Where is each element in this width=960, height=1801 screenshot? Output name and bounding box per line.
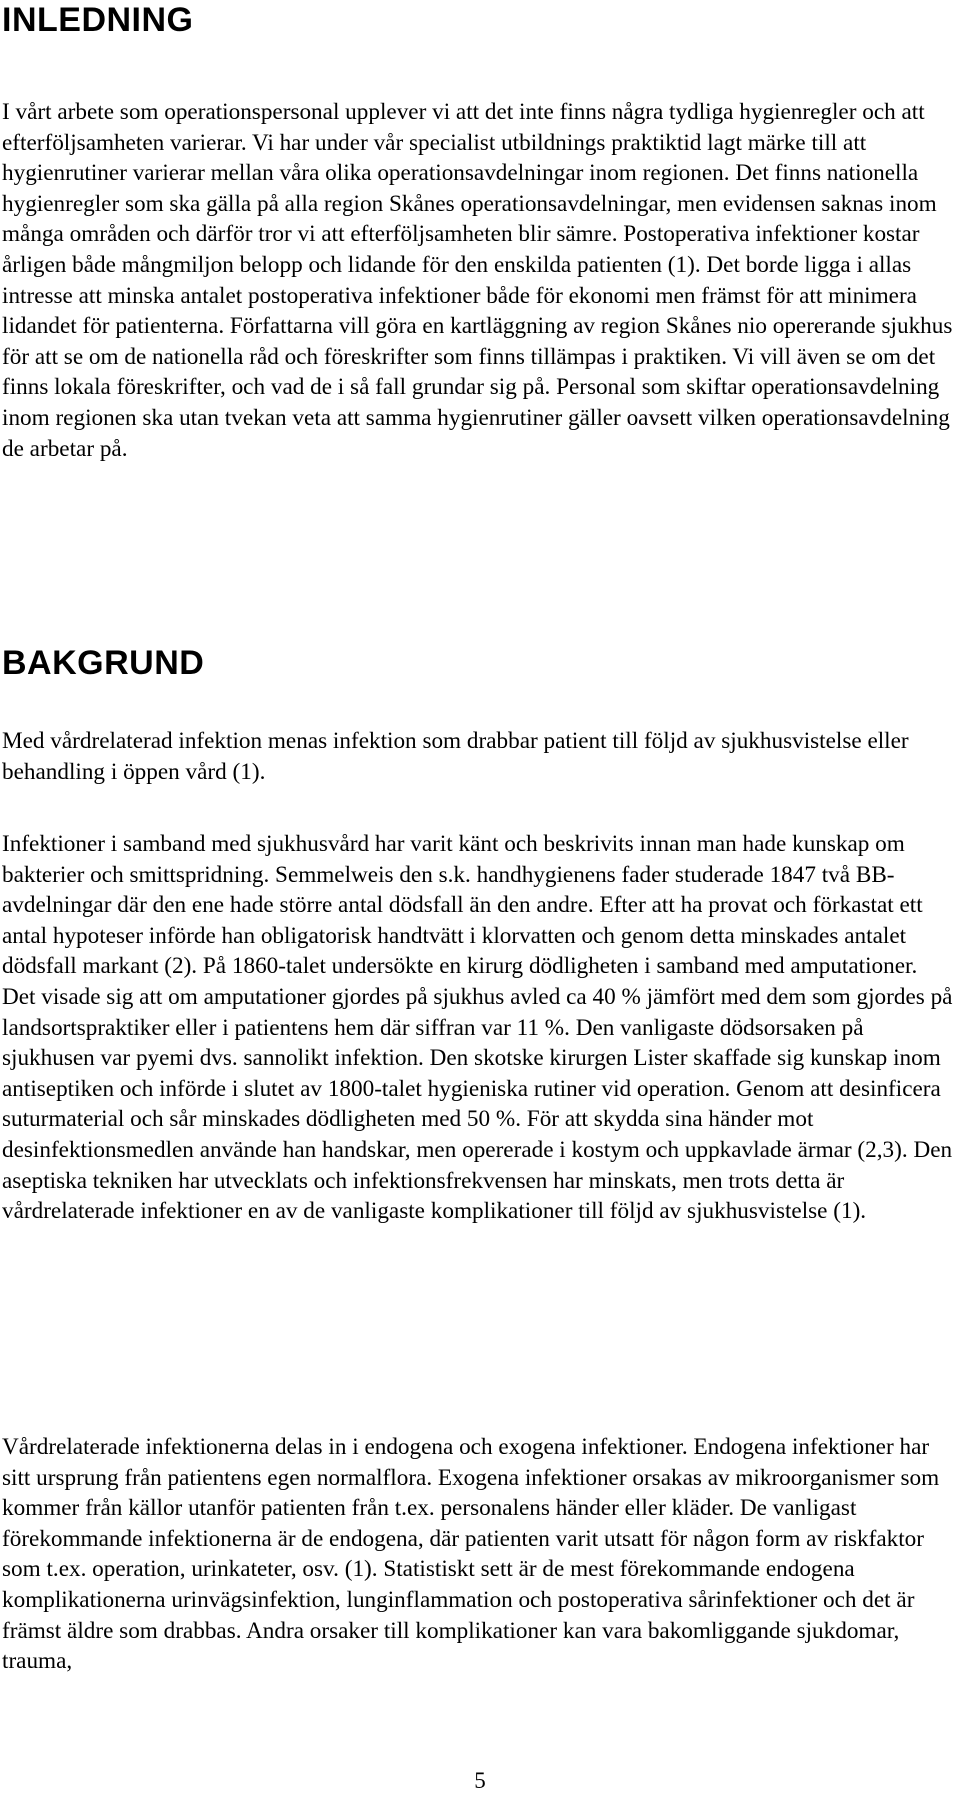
paragraph-bakgrund-3: Vårdrelaterade infektionerna delas in i endogena och exogena infektioner. Endogena infektioner har sitt ursprung från patientens egen normalflora. Exogena infektioner orsakas av mikroorganismer som kommer från källor utanför patienten från t.ex. personalens händer eller kläder. De vanligast förekommande infektionerna är de endogena, där patienten varit utsatt för någon form av riskfaktor som t.ex. operation, urinkateter, osv. (1). Statistiskt sett är de mest förekommande endogena komplikationerna urinvägsinfektion, lunginflammation och postoperativa sårinfektioner och det är främst äldre som drabbas. Andra orsaker till komplikationer kan vara bakomliggande sjukdomar, trauma, [2, 1434, 940, 1675]
paragraph-bakgrund-2: Infektioner i samband med sjukhusvård har varit känt och beskrivits innan man hade kunskap om bakterier och smittspridning. Semmelweis den s.k. handhygienens fader studerade 1847 två BB-avdelningar där den ene hade större antal dödsfall än den andre. Efter att ha provat och förkastat ett antal hypoteser införde han obligatorisk handtvätt i klorvatten och genom detta minskades antalet dödsfall markant (2). På 1860-talet undersökte en kirurg dödligheten i samband med amputationer. Det visade sig att om amputationer gjordes på sjukhus avled ca 40 % jämfört med dem som gjordes på landsortspraktiker eller i patientens hem där siffran var 11 %. Den vanligaste dödsorsaken på sjukhusen var pyemi dvs. sannolikt infektion. Den skotske kirurgen Lister skaffade sig kunskap inom antiseptiken och införde i slutet av 1800-talet hygieniska rutiner vid operation. Genom att desinficera suturmaterial och sår minskades dödligheten med 50 %. För att skydda sina händer mot desinfektionsmedlen använde han handskar, men opererade i kostym och uppkavlade ärmar (2,3). Den aseptiska tekniken har utvecklats och infektionsfrekvensen har minskats, men trots detta är vårdrelaterade infektioner en av de vanligaste komplikationer till följd av sjukhusvistelse (1). [2, 831, 953, 1225]
heading-inledning: INLEDNING [2, 1, 194, 39]
paragraph-bakgrund-1: Med vårdrelaterad infektion menas infektion som drabbar patient till följd av sjukhusvistelse eller behandling i öppen vård (1). [2, 728, 909, 785]
page-number: 5 [474, 1768, 486, 1793]
paragraph-inledning: I vårt arbete som operationspersonal upplever vi att det inte finns några tydliga hygienregler och att efterföljsamheten varierar. Vi har under vår specialist utbildnings praktiktid lagt märke till att hygienrutiner varierar mellan våra olika operationsavdelningar inom regionen. Det finns nationella hygienregler som ska gälla på alla region Skånes operationsavdelningar, men evidensen saknas inom många områden och därför tror vi att efterföljsamheten blir sämre. Postoperativa infektioner kostar årligen både mångmiljon belopp och lidande för den enskilda patienten (1). Det borde ligga i allas intresse att minska antalet postoperativa infektioner både för ekonomi men främst för att minimera lidandet för patienterna. Författarna vill göra en kartläggning av region Skånes nio opererande sjukhus för att se om de nationella råd och föreskrifter som finns tillämpas i praktiken. Vi vill även se om det finns lokala föreskrifter, och vad de i så fall grundar sig på. Personal som skiftar operationsavdelning inom regionen ska utan tvekan veta att samma hygienrutiner gäller oavsett vilken operationsavdelning de arbetar på. [2, 99, 953, 462]
heading-bakgrund: BAKGRUND [2, 644, 205, 682]
